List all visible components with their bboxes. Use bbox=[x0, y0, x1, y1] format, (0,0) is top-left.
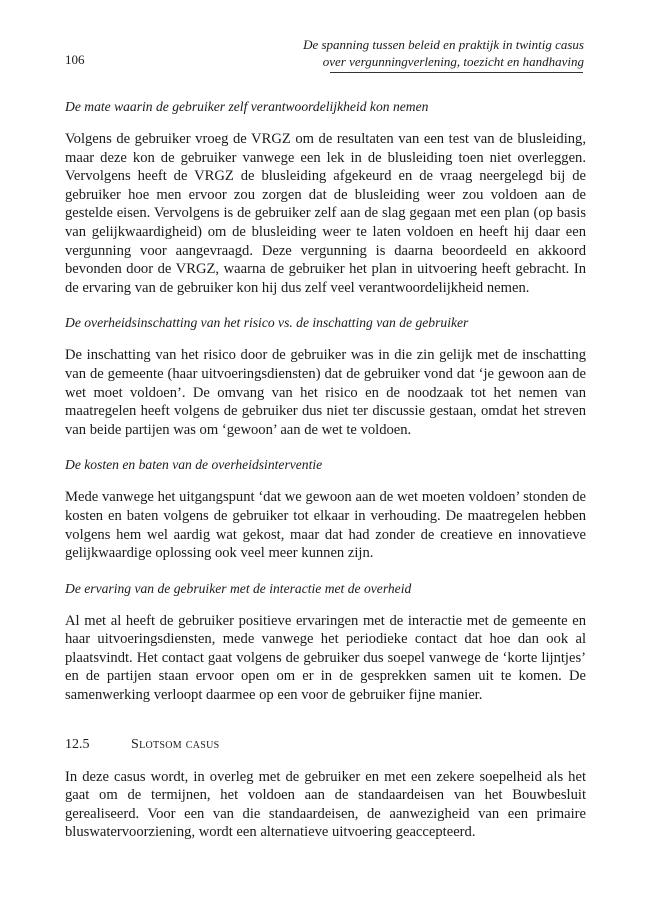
running-head bbox=[254, 36, 584, 70]
section-heading: De kosten en baten van de overheidsinterventie bbox=[65, 457, 323, 473]
chapter-number: 12.5 bbox=[65, 736, 90, 752]
header-rule bbox=[330, 72, 583, 73]
section-heading: De mate waarin de gebruiker zelf verantwoordelijkheid kon nemen bbox=[65, 99, 429, 114]
page-number: 106 bbox=[65, 52, 85, 67]
chapter-title: Slotsom casus bbox=[131, 736, 220, 752]
page-body bbox=[65, 98, 586, 842]
section-paragraph: De inschatting van het risico door de gebruiker was in die zin gelijk met de inschatting van de gemeente (haar uitvoeringsdiensten) dat de gebruiker vond dat ‘je gewoon aan de wet moet voldoen’. De omvang van het risico en de noodzaak tot het nemen van maatregelen heeft volgens de gebruiker dus niet ter discussie gestaan, omdat het streven van beide partijen was om ‘gewoon’ aan de wet te voldoen. bbox=[65, 347, 586, 438]
section-heading: De ervaring van de gebruiker met de interactie met de overheid bbox=[65, 580, 412, 596]
section-heading: De overheidsinschatting van het risico vs. de inschatting van de gebruiker bbox=[65, 315, 469, 331]
section-paragraph: Mede vanwege het uitgangspunt ‘dat we gewoon aan de wet moeten voldoen’ stonden de kosten en baten volgens de gebruiker tot elkaar in verhouding. De maatregelen hebben volgens hem wel aardig wat gekost, maar dat had zonder de creatieve en innovatieve gelijkwaardige oplossing ook veel meer kunnen zijn. bbox=[65, 489, 586, 562]
section-paragraph: Al met al heeft de gebruiker positieve ervaringen met de interactie met de gemeente en haar uitvoeringsdiensten, mede vanwege het periodieke contact dat hoe dan ook al plaatsvindt. Het contact gaat volgens de gebruiker dus soepel vanwege de ‘korte lijntjes’ en de partijen staan ervoor open om er in de gesprekken samen uit te komen. De samenwerking verloopt daarmee op een voor de gebruiker fijne manier. bbox=[65, 612, 586, 704]
running-head-line: De spanning tussen beleid en praktijk in twintig casus bbox=[303, 37, 584, 52]
section-paragraph: Volgens de gebruiker vroeg de VRGZ om de resultaten van een test van de blusleiding, maar deze kon de gebruiker vanwege een lek in de blusleiding toen niet overleggen. Vervolgens heeft de VRGZ de blusleiding afgekeurd en de vraag neergelegd bij de gebruiker hoe men ervoor zou zorgen dat de blusleiding weer zou voldoen aan de gestelde eisen. Vervolgens is de gebruiker zelf aan de slag gegaan met een plan (op basis van gelijkwaardigheid) om de blusleiding weer te laten voldoen en heeft hij daar een vergunning voor aangevraagd. Deze vergunning is daarna beoordeeld en akkoord bevonden door de VRGZ, waarna de gebruiker het plan in uitvoering heeft gebracht. In de ervaring van de gebruiker kon hij dus zelf veel verantwoordelijkheid nemen. bbox=[65, 131, 586, 296]
running-head-line: over vergunningverlening, toezicht en handhaving bbox=[322, 54, 584, 69]
chapter-paragraph: In deze casus wordt, in overleg met de gebruiker en met een zekere soepelheid als het gaat om de termijnen, het voldoen aan de standaardeisen van het Bouwbesluit gerealiseerd. Voor een van die standaardeisen, de aanwezigheid van een primaire bluswatervoorziening, wordt een alternatieve uitvoering geaccepteerd. bbox=[65, 768, 586, 841]
chapter-heading bbox=[65, 736, 586, 754]
